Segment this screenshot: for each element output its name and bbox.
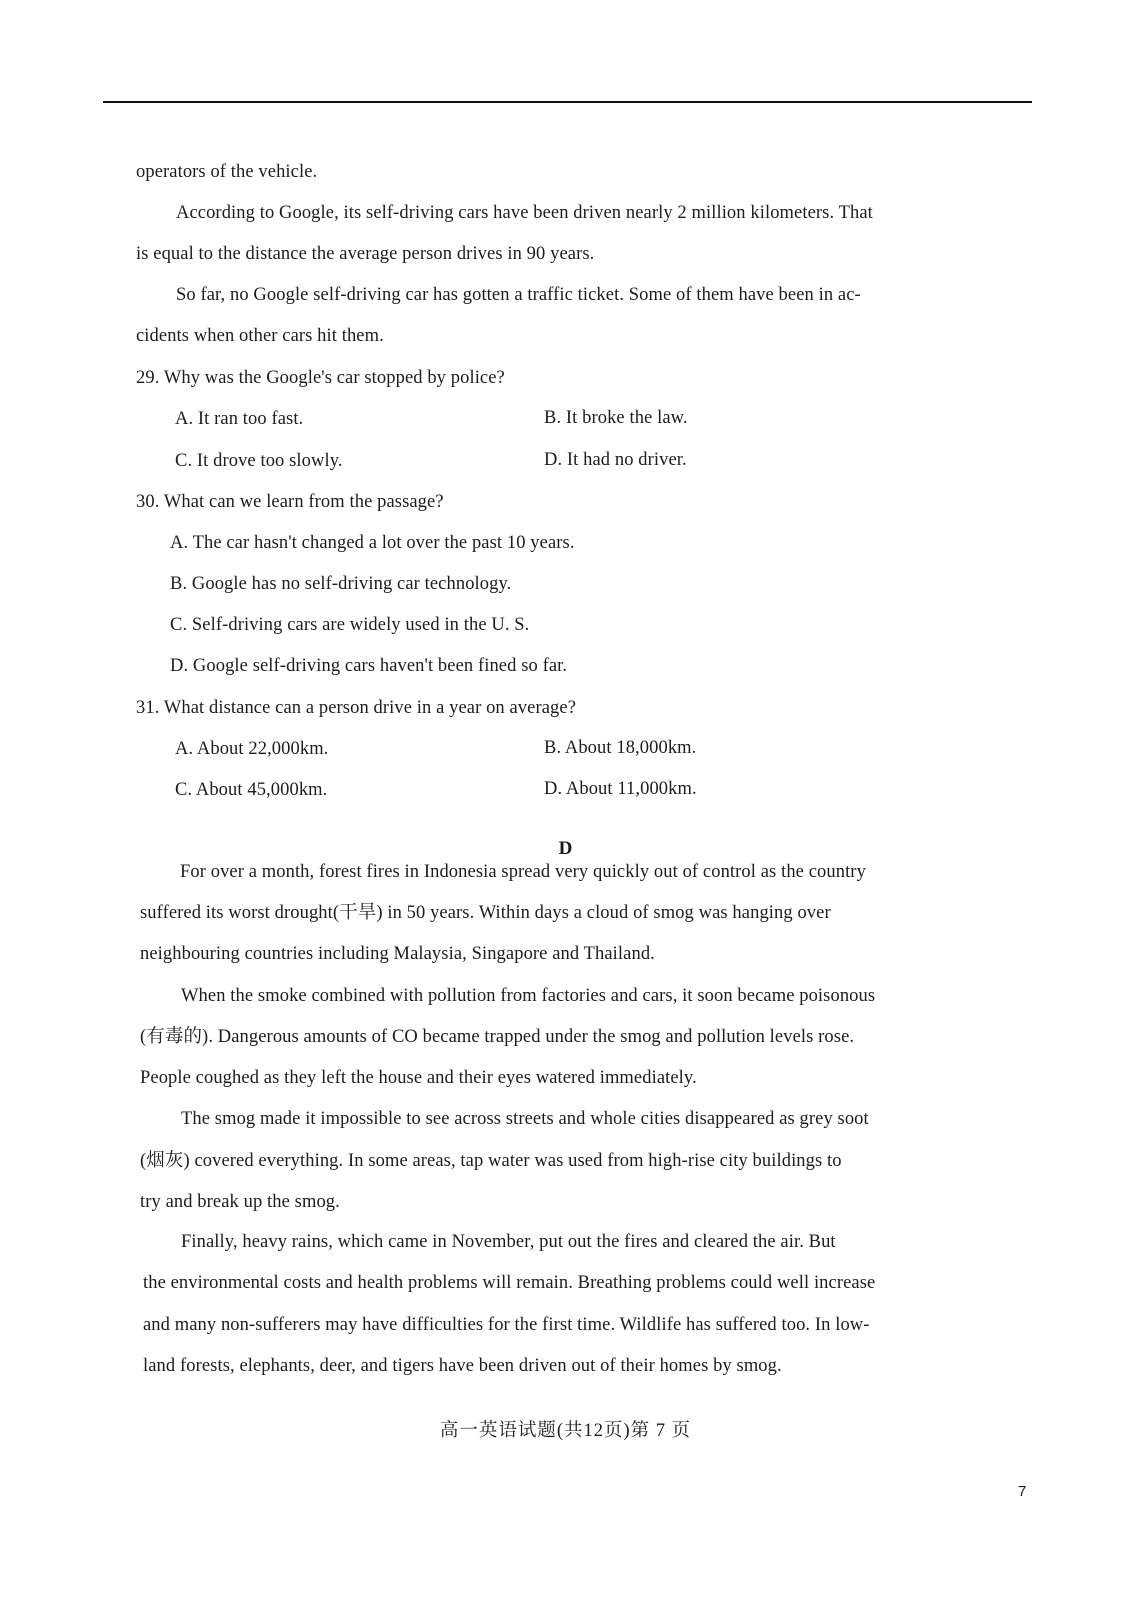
question-stem: 30. What can we learn from the passage?: [136, 492, 444, 512]
answer-option: C. Self-driving cars are widely used in the U. S.: [170, 615, 530, 635]
answer-option: B. It broke the law.: [544, 408, 688, 428]
passage-line: the environmental costs and health problems will remain. Breathing problems could well increase: [143, 1273, 876, 1293]
passage-line: is equal to the distance the average person drives in 90 years.: [136, 244, 595, 264]
answer-option: A. About 22,000km.: [175, 739, 329, 759]
answer-option: D. It had no driver.: [544, 450, 687, 470]
passage-line: When the smoke combined with pollution from factories and cars, it soon became poisonous: [181, 986, 876, 1006]
passage-line: According to Google, its self-driving cars have been driven nearly 2 million kilometers. That: [176, 203, 873, 223]
passage-line: The smog made it impossible to see across streets and whole cities disappeared as grey soot: [181, 1109, 869, 1129]
passage-line: try and break up the smog.: [140, 1192, 340, 1212]
header-rule: [103, 101, 1032, 103]
page-number: 7: [1018, 1483, 1027, 1500]
passage-line: and many non-sufferers may have difficulties for the first time. Wildlife has suffered too. In low-: [143, 1315, 870, 1335]
answer-option: A. The car hasn't changed a lot over the past 10 years.: [170, 533, 575, 553]
passage-line: operators of the vehicle.: [136, 162, 318, 182]
answer-option: C. About 45,000km.: [175, 780, 328, 800]
answer-option: C. It drove too slowly.: [175, 451, 343, 471]
answer-option: D. Google self-driving cars haven't been fined so far.: [170, 656, 568, 676]
page-footer: 高一英语试题(共12页)第 7 页: [439, 1421, 692, 1441]
passage-line: land forests, elephants, deer, and tigers have been driven out of their homes by smog.: [143, 1356, 782, 1376]
passage-line: neighbouring countries including Malaysia, Singapore and Thailand.: [140, 944, 655, 964]
answer-option: D. About 11,000km.: [544, 779, 697, 799]
passage-line: suffered its worst drought(干旱) in 50 years. Within days a cloud of smog was hanging over: [140, 903, 831, 923]
section-heading: D: [558, 838, 573, 859]
passage-line: So far, no Google self-driving car has gotten a traffic ticket. Some of them have been in ac-: [176, 285, 861, 305]
answer-option: B. About 18,000km.: [544, 738, 697, 758]
passage-line: For over a month, forest fires in Indonesia spread very quickly out of control as the country: [180, 862, 866, 882]
passage-line: cidents when other cars hit them.: [136, 326, 384, 346]
passage-line: Finally, heavy rains, which came in November, put out the fires and cleared the air. But: [181, 1232, 836, 1252]
passage-line: People coughed as they left the house and their eyes watered immediately.: [140, 1068, 697, 1088]
question-stem: 31. What distance can a person drive in a year on average?: [136, 698, 577, 718]
passage-line: (有毒的). Dangerous amounts of CO became trapped under the smog and pollution levels rose.: [140, 1027, 855, 1047]
question-stem: 29. Why was the Google's car stopped by police?: [136, 368, 505, 388]
answer-option: B. Google has no self-driving car technology.: [170, 574, 512, 594]
answer-option: A. It ran too fast.: [175, 409, 304, 429]
passage-line: (烟灰) covered everything. In some areas, tap water was used from high-rise city buildings to: [140, 1151, 842, 1171]
